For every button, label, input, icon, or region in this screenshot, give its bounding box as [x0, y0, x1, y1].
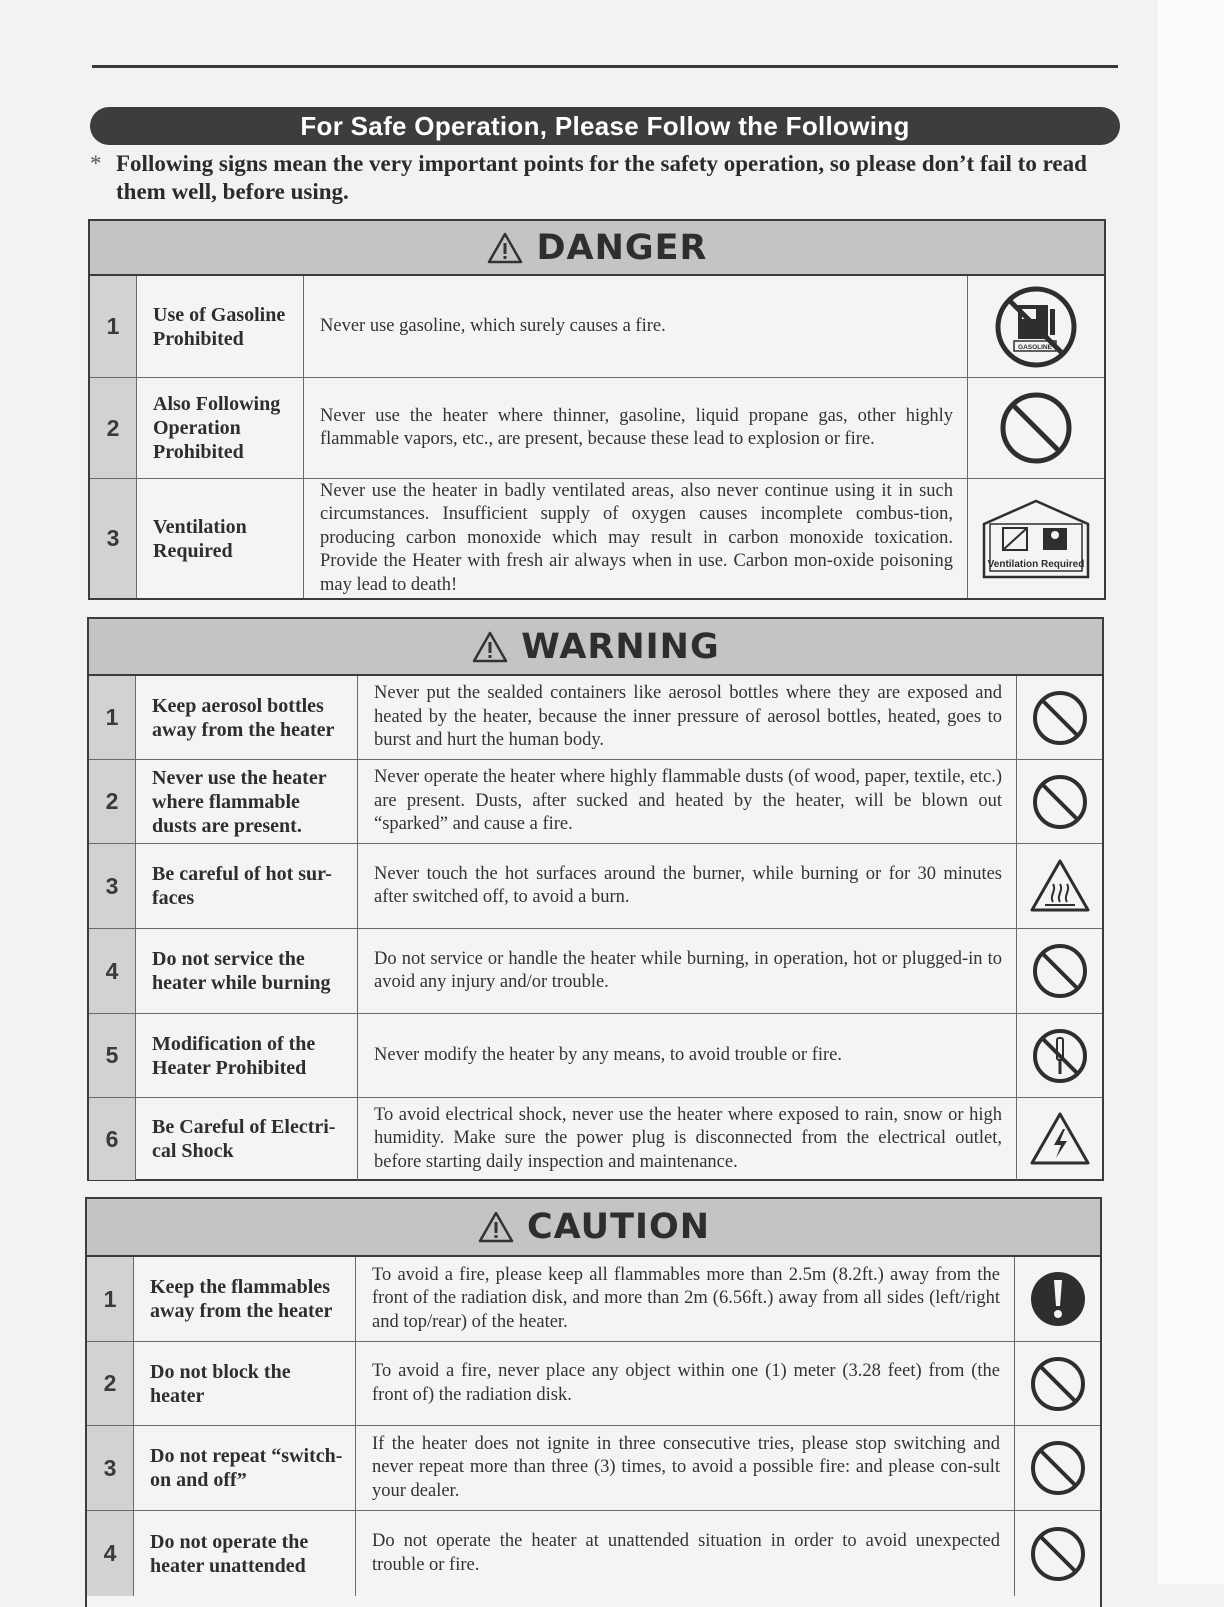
- row-title: Do not block the heater: [134, 1342, 356, 1425]
- intro-line-2: them well, before using.: [116, 179, 349, 204]
- row-description: Never modify the heater by any means, to avoid trouble or fire.: [358, 1014, 1017, 1097]
- row-number: 4: [89, 929, 136, 1013]
- ventilation-label: Ventilation Required: [987, 558, 1085, 570]
- row-description: Never use the heater where thinner, gasoline, liquid propane gas, other highly flammable vapors, etc., are present, because these lead to explosion or fire.: [304, 378, 968, 478]
- warning-triangle-icon: [477, 1210, 515, 1244]
- warning-row: [89, 844, 1102, 929]
- warning-heading: WARNING: [521, 626, 720, 667]
- row-title: Be careful of hot sur-faces: [136, 844, 358, 928]
- prohibited-icon: [1015, 1511, 1100, 1596]
- danger-header: [90, 221, 1104, 276]
- row-number: 2: [89, 760, 136, 843]
- caution-row: [87, 1426, 1100, 1511]
- row-description: Never touch the hot surfaces around the burner, while burning or for 30 minutes after switched off, to avoid a burn.: [358, 844, 1017, 928]
- no-gasoline-icon: [968, 276, 1104, 377]
- row-description: Never use the heater in badly ventilated areas, also never continue using it in such circumstances. Insufficient supply of oxygen causes incomplete combus-tion, producing carbon monoxide which may result in carbon monoxide toxication. Provide the Heater with fresh air always when in use. Carbon mon-oxide poisoning may lead to death!: [304, 479, 968, 598]
- danger-row: [90, 378, 1104, 479]
- row-description: Never use gasoline, which surely causes a fire.: [304, 276, 968, 377]
- row-description: Do not operate the heater at unattended situation in order to avoid unexpected trouble or fire.: [356, 1511, 1015, 1596]
- caution-row: [87, 1511, 1100, 1596]
- intro-line-1: Following signs mean the very important points for the safety operation, so please don’t fail to read: [116, 151, 1087, 176]
- warning-row: [89, 760, 1102, 844]
- warning-section: [87, 617, 1104, 1181]
- row-description: Never put the sealded containers like aerosol bottles where they are exposed and heated by the heater, because the inner pressure of aerosol bottles, heated, goes to burst and hurt the human body.: [358, 676, 1017, 759]
- electric-shock-icon: [1017, 1098, 1102, 1180]
- row-number: 3: [89, 844, 136, 928]
- row-description: Do not service or handle the heater while burning, in operation, hot or plugged-in to avoid any injury and/or trouble.: [358, 929, 1017, 1013]
- page-banner: [90, 107, 1120, 145]
- caution-heading: CAUTION: [526, 1207, 711, 1247]
- danger-row: [90, 276, 1104, 378]
- row-number: 2: [87, 1342, 134, 1425]
- row-number: 3: [90, 479, 137, 598]
- warning-row: [89, 1014, 1102, 1098]
- row-number: 5: [89, 1014, 136, 1097]
- row-number: 6: [89, 1098, 136, 1180]
- warning-row: [89, 1098, 1102, 1180]
- ventilation-required-icon: [968, 479, 1104, 598]
- warning-row: [89, 929, 1102, 1014]
- row-number: 1: [90, 276, 137, 377]
- warning-row: [89, 676, 1102, 760]
- row-number: 1: [87, 1257, 134, 1341]
- banner-title: For Safe Operation, Please Follow the Following: [300, 110, 910, 141]
- danger-section: [88, 219, 1106, 600]
- caution-section: [85, 1197, 1102, 1607]
- header-rule: [92, 65, 1118, 68]
- intro-bullet: *: [90, 151, 102, 176]
- row-number: 1: [89, 676, 136, 759]
- page-edge-shade: [1158, 0, 1224, 1584]
- prohibited-icon: [1015, 1342, 1100, 1425]
- row-number: 3: [87, 1426, 134, 1510]
- prohibited-icon: [1015, 1426, 1100, 1510]
- prohibited-icon: [1017, 676, 1102, 759]
- row-title: Keep aerosol bottles away from the heater: [136, 676, 358, 759]
- row-title: Ventilation Required: [137, 479, 304, 598]
- warning-header: [89, 619, 1102, 676]
- row-title: Keep the flammables away from the heater: [134, 1257, 356, 1341]
- intro-note: [90, 150, 1120, 206]
- danger-row: [90, 479, 1104, 598]
- row-number: 4: [87, 1511, 134, 1596]
- caution-header: [87, 1199, 1100, 1257]
- hot-surface-icon: [1017, 844, 1102, 928]
- prohibited-icon: [1017, 760, 1102, 843]
- row-title: Also Following Operation Prohibited: [137, 378, 304, 478]
- prohibited-icon: [968, 378, 1104, 478]
- row-description: To avoid a fire, never place any object within one (1) meter (3.28 feet) from (the front of) the radiation disk.: [356, 1342, 1015, 1425]
- gasoline-label: GASOLINE: [1018, 343, 1052, 351]
- danger-heading: DANGER: [536, 227, 708, 268]
- row-title: Do not service the heater while burning: [136, 929, 358, 1013]
- row-description: If the heater does not ignite in three consecutive tries, please stop switching and never repeat more than three (3) times, to avoid a possible fire: and please con-sult your dealer.: [356, 1426, 1015, 1510]
- caution-row: [87, 1342, 1100, 1426]
- row-description: To avoid a fire, please keep all flammables more than 2.5m (8.2ft.) away from the front of the radiation disk, and more than 2m (6.56ft.) away from all sides (left/right and top/rear) of the heater.: [356, 1257, 1015, 1341]
- row-title: Use of Gasoline Prohibited: [137, 276, 304, 377]
- row-title: Do not repeat “switch-on and off”: [134, 1426, 356, 1510]
- mandatory-exclamation-icon: [1015, 1257, 1100, 1341]
- row-title: Be Careful of Electri-cal Shock: [136, 1098, 358, 1180]
- row-description: To avoid electrical shock, never use the heater where exposed to rain, snow or high humidity. Make sure the power plug is disconnected from the electrical outlet, before starting daily inspection and maintenance.: [358, 1098, 1017, 1180]
- row-title: Never use the heater where flammable dusts are present.: [136, 760, 358, 843]
- prohibited-icon: [1017, 929, 1102, 1013]
- caution-row: [87, 1257, 1100, 1342]
- row-description: Never operate the heater where highly flammable dusts (of wood, paper, textile, etc.) are present. Dusts, after sucked and heated by the heater, will be blown out “sparked” and cause a fire.: [358, 760, 1017, 843]
- row-title: Modification of the Heater Prohibited: [136, 1014, 358, 1097]
- row-title: Do not operate the heater unattended: [134, 1511, 356, 1596]
- warning-triangle-icon: [471, 630, 509, 664]
- no-modification-icon: [1017, 1014, 1102, 1097]
- warning-triangle-icon: [486, 231, 524, 265]
- row-number: 2: [90, 378, 137, 478]
